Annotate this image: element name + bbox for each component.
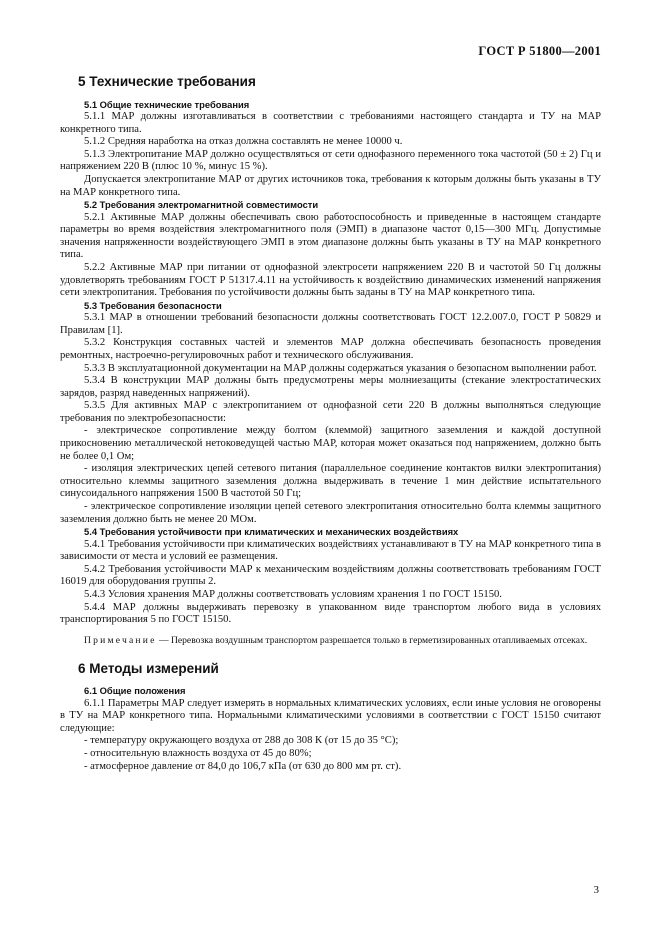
subsection-5-2-title: 5.2 Требования электромагнитной совместимости <box>84 199 319 211</box>
paragraph-5-1-3-note: Допускается электропитание МАР от других источников тока, требования к которым должны быть указаны в ТУ на МАР конкретного типа. <box>60 173 601 198</box>
paragraph-5-3-5: 5.3.5 Для активных МАР с электропитанием от однофазной сети 220 В должны выполняться следующие требования по электробезопасности: <box>60 400 601 424</box>
paragraph-5-1-3: 5.1.3 Электропитание МАР должно осуществляться от сети однофазного переменного тока частотой (50 ± 2) Гц и напряжением 220 В (плюс 10 %, минус 15 %). <box>60 148 601 173</box>
paragraph-5-2-1: 5.2.1 Активные МАР должны обеспечивать свою работоспособность и приведенные в настоящем стандарте параметры во время воздействия электромагнитного поля (ЭМП) в диапазоне частот 0,15—300 МГц. Допустимые значения напряженности воздействующего ЭМП в этом диапазоне должны быть указаны в ТУ на МАР конкретного типа. <box>60 211 601 261</box>
page-body <box>60 76 601 773</box>
note-text: — Перевозка воздушным транспортом разрешается только в герметизированных отапливаемых отсеках. <box>156 634 588 646</box>
document-header: ГОСТ Р 51800—2001 <box>478 44 601 58</box>
list-item: - атмосферное давление от 84,0 до 106,7 кПа (от 630 до 800 мм рт. ст). <box>84 760 402 772</box>
paragraph-5-3-3: 5.3.3 В эксплуатационной документации на МАР должны содержаться указания о безопасном выполнении работ. <box>84 362 597 374</box>
list-item: - температуру окружающего воздуха от 288 до 308 К (от 15 до 35 °С); <box>84 735 399 747</box>
subsection-5-3-title: 5.3 Требования безопасности <box>84 299 222 311</box>
paragraph-5-4-4: 5.4.4 МАР должны выдерживать перевозку в упакованном виде транспортом любого вида в условиях транспортирования 5 по ГОСТ 15150. <box>60 601 601 626</box>
paragraph-5-2-2: 5.2.2 Активные МАР при питании от однофазной электросети напряжением 220 В и частотой 50 Гц должны удовлетворять требованиям ГОСТ Р 51317.4.11 на устойчивость к воздействию динамических изменений напряжения сети электропитания. Требования по устойчивости должны быть заданы в ТУ на МАР конкретного типа. <box>60 261 601 299</box>
page-number: 3 <box>593 884 599 896</box>
paragraph-5-1-2: 5.1.2 Средняя наработка на отказ должна составлять не менее 10000 ч. <box>84 136 403 148</box>
note-label: Примечание <box>84 634 157 646</box>
paragraph-5-4-3: 5.4.3 Условия хранения МАР должны соответствовать условиям хранения 1 по ГОСТ 15150. <box>84 589 502 600</box>
paragraph-5-3-1: 5.3.1 МАР в отношении требований безопасности должны соответствовать ГОСТ 12.2.007.0, ГОСТ Р 50829 и Правилам [1]. <box>60 312 601 336</box>
list-item: - электрическое сопротивление изоляции цепей сетевого электропитания относительно болта клеммы защитного заземления должно быть не менее 20 МОм. <box>60 501 601 525</box>
subsection-6-1-title: 6.1 Общие положения <box>84 685 186 697</box>
list-item: - электрическое сопротивление между болтом (клеммой) защитного заземления и каждой доступной прикосновению металлической нетоковедущей частью МАР, которая может оказаться под напряжением, должно быть не более 0,1 Ом; <box>60 425 601 462</box>
section-5-title: 5 Технические требования <box>78 74 256 89</box>
note <box>60 635 601 647</box>
list-item: - относительную влажность воздуха от 45 до 80%; <box>84 747 312 759</box>
paragraph-6-1-1: 6.1.1 Параметры МАР следует измерять в нормальных климатических условиях, если иные условия не оговорены в ТУ на МАР конкретного типа. Нормальными климатическими условиями в соответствии с ГОСТ 15150 считают следующие: <box>60 697 601 734</box>
subsection-5-1-title: 5.1 Общие технические требования <box>84 98 250 110</box>
paragraph-5-1-1: 5.1.1 МАР должны изготавливаться в соответствии с требованиями настоящего стандарта и ТУ на МАР конкретного типа. <box>60 111 601 135</box>
subsection-5-4-title: 5.4 Требования устойчивости при климатических и механических воздействиях <box>84 526 459 538</box>
paragraph-5-4-2: 5.4.2 Требования устойчивости МАР к механическим воздействиям должны соответствовать требованиям ГОСТ 16019 для оборудования группы 2. <box>60 563 601 588</box>
paragraph-5-3-4: 5.3.4 В конструкции МАР должны быть предусмотрены меры молниезащиты (стекание электростатических зарядов, разряд наведенных напряжений). <box>60 375 601 399</box>
section-6-title: 6 Методы измерений <box>78 660 219 676</box>
list-item: - изоляция электрических цепей сетевого питания (параллельное соединение контактов вилки электропитания) относительно клеммы защитного заземления должна выдерживать в течение 1 мин действие испытательного синусоидального напряжения 1500 В частотой 50 Гц; <box>60 463 601 500</box>
paragraph-5-4-1: 5.4.1 Требования устойчивости при климатических воздействиях устанавливают в ТУ на МАР конкретного типа в зависимости от места и условий ее размещения. <box>60 538 601 563</box>
paragraph-5-3-2: 5.3.2 Конструкция составных частей и элементов МАР должна обеспечивать безопасность проведения ремонтных, настроечно-регулировочных работ и технического обслуживания. <box>60 337 601 361</box>
